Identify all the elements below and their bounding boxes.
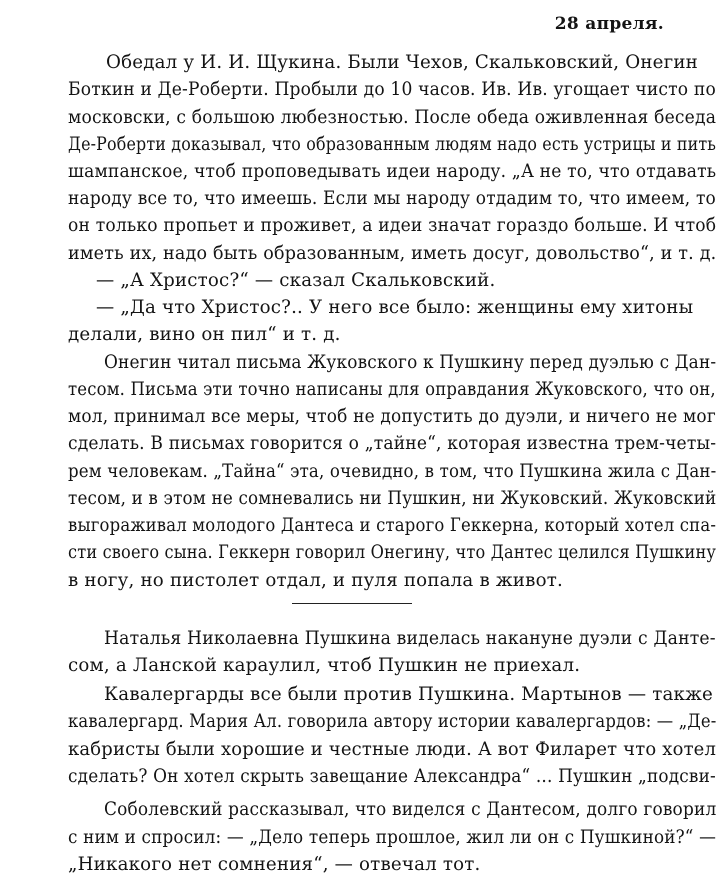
text-line: Боткин и Де-Роберти. Пробыли до 10 часов. Ив. Ив. угощает чисто по [68,79,716,100]
text-line: Наталья Николаевна Пушкина виделась накануне дуэли с Данте- [104,628,716,649]
text-line: сделать? Он хотел скрыть завещание Александра“ ... Пушкин „подсви- [68,766,716,787]
text-line: иметь их, надо быть образованным, иметь досуг, довольство“, и т. д. [68,243,717,264]
text-line: тесом. Письма эти точно написаны для оправдания Жуковского, что он, [68,379,716,400]
text-line: с ним и спросил: — „Дело теперь прошлое, жил ли он с Пушкиной?“ — [68,827,717,848]
text-line: сом, а Ланской караулил, чтоб Пушкин не приехал. [68,655,581,676]
text-line: Онегин читал письма Жуковского к Пушкину перед дуэлью с Дан- [104,352,717,373]
text-line: сти своего сына. Геккерн говорил Онегину, что Дантес целился Пушкину [68,542,717,563]
text-line: выгораживал молодого Дантеса и старого Геккерна, который хотел спа- [68,515,717,536]
text-line: — „Да что Христос?.. У него все было: женщины ему хитоны [96,297,694,318]
text-line: в ногу, но пистолет отдал, и пуля попала в живот. [68,570,563,591]
text-line: „Никакого нет сомнения“, — отвечал тот. [68,854,481,875]
text-line: Де-Роберти доказывал, что образованным людям надо есть устрицы и пить [68,134,717,155]
text-line: кавалергард. Мария Ал. говорила автору истории кавалергардов: — „Де- [68,711,717,732]
text-line: Соболевский рассказывал, что виделся с Дантесом, долго говорил [104,799,717,820]
text-line: мол, принимал все меры, чтоб не допустить до дуэли, и ничего не мог [68,406,716,427]
text-line: московски, с большою любезностью. После обеда оживленная беседа [68,107,717,128]
text-line: Обедал у И. И. Щукина. Были Чехов, Скальковский, Онегин [106,52,698,73]
text-line: сделать. В письмах говорится о „тайне“, которая известна трем-четы- [68,433,717,454]
text-line: он только пропьет и проживет, а идеи значат гораздо больше. И чтоб [68,215,717,236]
text-line: Кавалергарды все были против Пушкина. Мартынов — также [104,684,713,705]
text-line: тесом, и в этом не сомневались ни Пушкин, ни Жуковский. Жуковский [68,488,717,509]
page-date-header: 28 апреля. [554,14,664,34]
text-line: народу все то, что имеешь. Если мы народу отдадим то, что имеем, то [68,188,716,209]
text-line: шампанское, чтоб проповедывать идеи народу. „А не то, что отдавать [68,161,717,182]
text-line: рем человекам. „Тайна“ эта, очевидно, в том, что Пушкина жила с Дан- [68,461,717,482]
text-line: кабристы были хорошие и честные люди. А вот Филарет что хотел [68,739,717,760]
section-divider [292,603,412,604]
text-line: — „А Христос?“ — сказал Скальковский. [96,270,496,291]
text-line: делали, вино он пил“ и т. д. [68,324,341,345]
